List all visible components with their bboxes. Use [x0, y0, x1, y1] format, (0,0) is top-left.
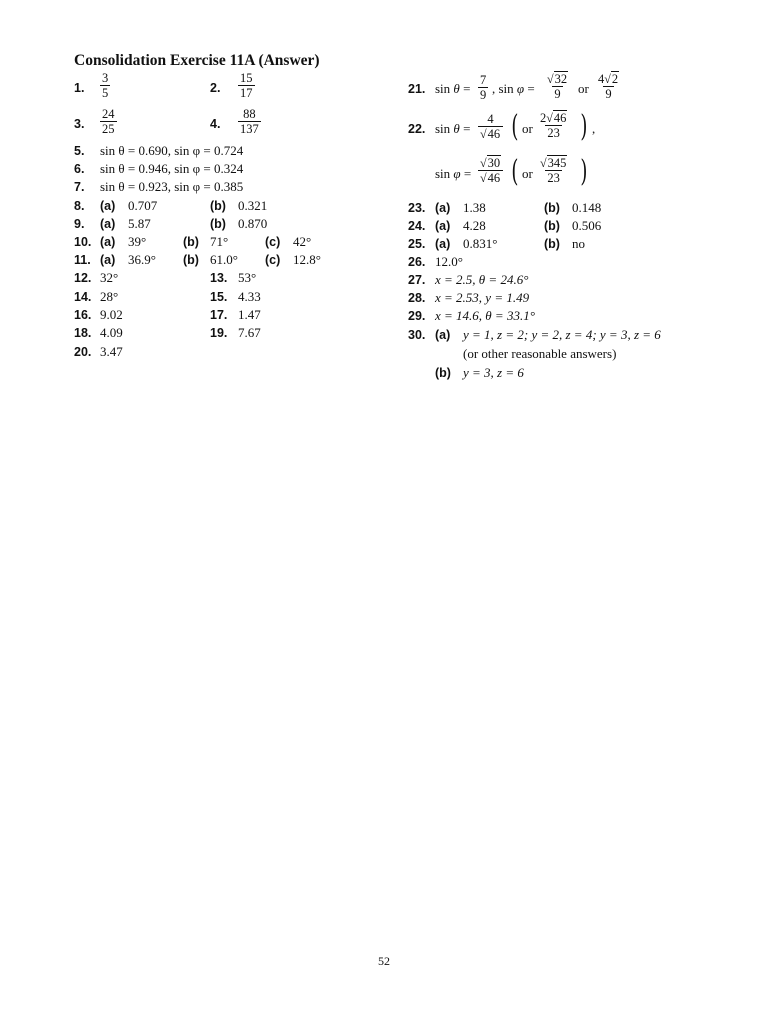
part-label: (a) — [100, 235, 116, 249]
answer-text: , — [592, 121, 596, 136]
answer-note: (or other reasonable answers) — [463, 346, 617, 361]
question-number: 11. — [74, 253, 91, 267]
question-number: 25. — [408, 237, 426, 251]
answer-text: 71° — [210, 234, 229, 249]
right-parenthesis: ) — [580, 109, 588, 144]
answer-fraction: $\frac{7}{9}$ — [480, 73, 487, 102]
answer-text: 28° — [100, 289, 119, 304]
answer-text: 0.321 — [238, 198, 268, 213]
answer-text: 0.707 — [128, 198, 158, 213]
part-label: (b) — [183, 253, 199, 267]
answer-fraction: $\frac{2√46}{23}$ — [540, 111, 567, 140]
part-label: (b) — [544, 219, 560, 233]
answer-text: 3.47 — [100, 344, 123, 359]
part-label: (a) — [100, 217, 116, 231]
answer-fraction: $\frac{15}{17}$ — [240, 71, 253, 100]
answer-text: sin θ = — [435, 121, 471, 136]
question-number: 30. — [408, 328, 426, 342]
part-label: (b) — [544, 201, 560, 215]
answer-text: 36.9° — [128, 252, 156, 267]
answer-text: y = 1, z = 2; y = 2, z = 4; y = 3, z = 6 — [463, 327, 661, 342]
part-label: (b) — [210, 199, 226, 213]
question-number: 1. — [74, 81, 85, 95]
question-number: 22. — [408, 122, 426, 136]
answer-text: sin θ = — [435, 81, 471, 96]
part-label: (a) — [100, 199, 116, 213]
answer-text: sin θ = 0.690, sin φ = 0.724 — [100, 143, 244, 158]
answer-text: 4.33 — [238, 289, 261, 304]
answer-text: or — [522, 166, 533, 181]
question-number: 29. — [408, 309, 426, 323]
question-number: 23. — [408, 201, 426, 215]
answer-fraction: $\frac{√345}{23}$ — [540, 156, 567, 185]
answer-text: 42° — [293, 234, 312, 249]
part-label: (b) — [435, 366, 451, 380]
part-label: (a) — [435, 219, 451, 233]
answer-fraction: $\frac{3}{5}$ — [102, 71, 109, 100]
part-label: (b) — [210, 217, 226, 231]
page-title: Consolidation Exercise 11A (Answer) — [74, 52, 320, 69]
answer-text: 0.148 — [572, 200, 602, 215]
answer-text: 0.870 — [238, 216, 268, 231]
part-label: (b) — [544, 237, 560, 251]
answer-text: 4.28 — [463, 218, 486, 233]
answer-text: 5.87 — [128, 216, 151, 231]
answer-text: sin φ = — [435, 166, 472, 181]
right-parenthesis: ) — [580, 154, 588, 189]
answer-text: sin θ = 0.923, sin φ = 0.385 — [100, 179, 244, 194]
answer-text: , sin φ = — [492, 81, 535, 96]
answer-text: 0.506 — [572, 218, 602, 233]
question-number: 14. — [74, 290, 92, 304]
answer-text: no — [572, 236, 585, 251]
answer-text: 0.831° — [463, 236, 498, 251]
question-number: 20. — [74, 345, 92, 359]
answer-fraction: $\frac{88}{137}$ — [240, 107, 259, 136]
question-number: 21. — [408, 82, 426, 96]
part-label: (a) — [435, 201, 451, 215]
answer-text: x = 2.5, θ = 24.6° — [435, 272, 529, 287]
question-number: 18. — [74, 326, 92, 340]
answer-text: x = 2.53, y = 1.49 — [435, 290, 530, 305]
left-parenthesis: ( — [511, 154, 519, 189]
question-number: 8. — [74, 199, 85, 213]
question-number: 9. — [74, 217, 85, 231]
question-number: 27. — [408, 273, 426, 287]
answer-text: 32° — [100, 270, 119, 285]
part-label: (c) — [265, 253, 281, 267]
question-number: 12. — [74, 271, 92, 285]
part-label: (b) — [183, 235, 199, 249]
question-number: 13. — [210, 271, 228, 285]
answer-text: 1.38 — [463, 200, 486, 215]
answer-text: 12.0° — [435, 254, 463, 269]
question-number: 19. — [210, 326, 228, 340]
question-number: 15. — [210, 290, 228, 304]
question-number: 28. — [408, 291, 426, 305]
part-label: (a) — [100, 253, 116, 267]
answer-text: 53° — [238, 270, 257, 285]
answer-text: or — [578, 81, 589, 96]
answer-text: 1.47 — [238, 307, 261, 322]
question-number: 3. — [74, 117, 85, 131]
part-label: (a) — [435, 237, 451, 251]
answer-text: x = 14.6, θ = 33.1° — [435, 308, 535, 323]
question-number: 6. — [74, 162, 85, 176]
answer-fraction: $\frac{√30}{√46}$ — [478, 156, 503, 185]
part-label: (c) — [265, 235, 281, 249]
question-number: 16. — [74, 308, 92, 322]
question-number: 2. — [210, 81, 221, 95]
answer-text: 4.09 — [100, 325, 123, 340]
answer-text: 7.67 — [238, 325, 261, 340]
answer-text: or — [522, 121, 533, 136]
question-number: 17. — [210, 308, 228, 322]
left-parenthesis: ( — [511, 109, 519, 144]
answer-text: 61.0° — [210, 252, 238, 267]
answer-fraction: $\frac{√32}{9}$ — [547, 72, 568, 101]
question-number: 5. — [74, 144, 85, 158]
page-number: 52 — [378, 954, 390, 968]
question-number: 24. — [408, 219, 426, 233]
answer-text: 12.8° — [293, 252, 321, 267]
answer-fraction: $\frac{24}{25}$ — [102, 107, 115, 136]
question-number: 10. — [74, 235, 92, 249]
answer-text: 9.02 — [100, 307, 123, 322]
question-number: 7. — [74, 180, 85, 194]
answer-fraction: $\frac{4}{√46}$ — [478, 112, 503, 141]
question-number: 26. — [408, 255, 426, 269]
answer-text: sin θ = 0.946, sin φ = 0.324 — [100, 161, 244, 176]
question-number: 4. — [210, 117, 221, 131]
answer-fraction: $\frac{4√2}{9}$ — [598, 72, 619, 101]
answer-text: y = 3, z = 6 — [463, 365, 524, 380]
answer-text: 39° — [128, 234, 147, 249]
part-label: (a) — [435, 328, 451, 342]
